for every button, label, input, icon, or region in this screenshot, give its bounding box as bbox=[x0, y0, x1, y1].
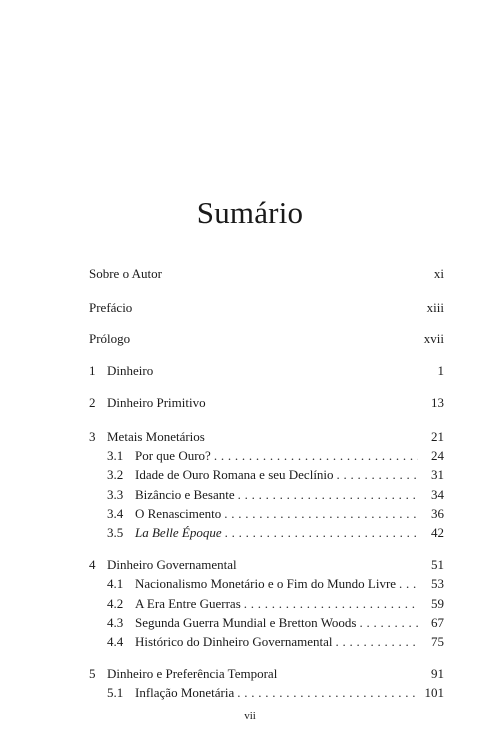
toc-chapter-4[interactable] bbox=[89, 553, 444, 573]
toc-section-3-1[interactable] bbox=[107, 444, 444, 464]
toc-entry-sobre-o-autor[interactable] bbox=[89, 262, 444, 282]
toc-entry-page: 36 bbox=[431, 506, 444, 521]
page-number: vii bbox=[244, 710, 256, 722]
toc-entry-page: 13 bbox=[431, 395, 444, 410]
dot-leader bbox=[335, 634, 418, 650]
toc-entry-page: 31 bbox=[431, 467, 444, 482]
toc-chapter-3[interactable] bbox=[89, 425, 444, 445]
toc-entry-number: 4 bbox=[89, 557, 96, 572]
toc-entry-number: 5 bbox=[89, 666, 96, 681]
toc-entry-page: 91 bbox=[431, 666, 444, 681]
dot-leader bbox=[399, 576, 418, 592]
toc-entry-label: Idade de Ouro Romana e seu Declínio bbox=[135, 467, 334, 482]
toc-section-4-2[interactable] bbox=[107, 592, 444, 612]
toc-entry-label: A Era Entre Guerras bbox=[135, 596, 241, 611]
toc-entry-number: 3 bbox=[89, 429, 96, 444]
toc-entry-page: 51 bbox=[431, 557, 444, 572]
toc-chapter-5[interactable] bbox=[89, 662, 444, 682]
toc-entry-prefacio[interactable] bbox=[89, 296, 444, 316]
toc-entry-number: 4.3 bbox=[107, 615, 124, 630]
toc-entry-label: Segunda Guerra Mundial e Bretton Woods bbox=[135, 615, 357, 630]
toc-entry-number: 3.4 bbox=[107, 506, 124, 521]
toc-entry-label: Inflação Monetária bbox=[135, 685, 235, 700]
toc-entry-page: xi bbox=[433, 266, 444, 281]
toc-entry-number: 1 bbox=[89, 363, 96, 378]
toc-entry-page: xvii bbox=[423, 331, 444, 346]
toc-section-3-5[interactable] bbox=[107, 521, 444, 541]
toc-entry-label: Prólogo bbox=[89, 331, 131, 346]
toc-entry-page: 1 bbox=[437, 363, 444, 378]
toc-entry-number: 4.4 bbox=[107, 634, 124, 649]
toc-section-3-3[interactable] bbox=[107, 483, 444, 503]
toc-section-4-3[interactable] bbox=[107, 611, 444, 631]
toc-entry-label: Dinheiro bbox=[107, 363, 154, 378]
toc-section-3-2[interactable] bbox=[107, 463, 444, 483]
dot-leader bbox=[237, 685, 418, 701]
toc-entry-prologo[interactable] bbox=[89, 327, 444, 347]
toc-entry-page: 34 bbox=[431, 487, 444, 502]
dot-leader bbox=[214, 448, 418, 464]
toc-entry-label: La Belle Époque bbox=[135, 525, 222, 540]
toc-chapter-1[interactable] bbox=[89, 359, 444, 379]
toc-entry-label: Nacionalismo Monetário e o Fim do Mundo Livre bbox=[135, 576, 397, 591]
dot-leader bbox=[359, 615, 418, 631]
toc-section-4-1[interactable] bbox=[107, 572, 444, 592]
toc-entry-label: Dinheiro e Preferência Temporal bbox=[107, 666, 278, 681]
toc-entry-number: 5.1 bbox=[107, 685, 124, 700]
toc-entry-number: 3.3 bbox=[107, 487, 124, 502]
toc-entry-label: Por que Ouro? bbox=[135, 448, 211, 463]
toc-entry-label: Bizâncio e Besante bbox=[135, 487, 235, 502]
toc-chapter-2[interactable] bbox=[89, 391, 444, 411]
toc-entry-page: 59 bbox=[431, 596, 444, 611]
toc-entry-page: xiii bbox=[426, 300, 444, 315]
toc-entry-number: 3.1 bbox=[107, 448, 124, 463]
toc-entry-label: Prefácio bbox=[89, 300, 133, 315]
toc-entry-page: 21 bbox=[431, 429, 444, 444]
toc-entry-page: 53 bbox=[431, 576, 444, 591]
toc-entry-number: 2 bbox=[89, 395, 96, 410]
toc-entry-label: Dinheiro Governamental bbox=[107, 557, 237, 572]
toc-entry-number: 4.2 bbox=[107, 596, 124, 611]
page-title: Sumário bbox=[196, 194, 304, 230]
toc-entry-number: 3.2 bbox=[107, 467, 124, 482]
toc-entry-number: 4.1 bbox=[107, 576, 124, 591]
toc-section-5-1[interactable] bbox=[107, 681, 444, 701]
toc-entry-page: 101 bbox=[424, 685, 444, 700]
toc-entry-number: 3.5 bbox=[107, 525, 124, 540]
dot-leader bbox=[225, 525, 418, 541]
dot-leader bbox=[337, 467, 418, 483]
dot-leader bbox=[224, 506, 418, 522]
toc-entry-label: Histórico do Dinheiro Governamental bbox=[135, 634, 333, 649]
toc-entry-page: 42 bbox=[431, 525, 444, 540]
toc-entry-label: Sobre o Autor bbox=[89, 266, 162, 281]
toc-section-4-4[interactable] bbox=[107, 630, 444, 650]
dot-leader bbox=[238, 487, 418, 503]
toc-section-3-4[interactable] bbox=[107, 502, 444, 522]
toc-entry-label: O Renascimento bbox=[135, 506, 222, 521]
toc-entry-label: Dinheiro Primitivo bbox=[107, 395, 206, 410]
toc-entry-page: 24 bbox=[431, 448, 444, 463]
toc-entry-page: 75 bbox=[431, 634, 444, 649]
toc-entry-label: Metais Monetários bbox=[107, 429, 205, 444]
dot-leader bbox=[244, 596, 418, 612]
toc-entry-page: 67 bbox=[431, 615, 444, 630]
